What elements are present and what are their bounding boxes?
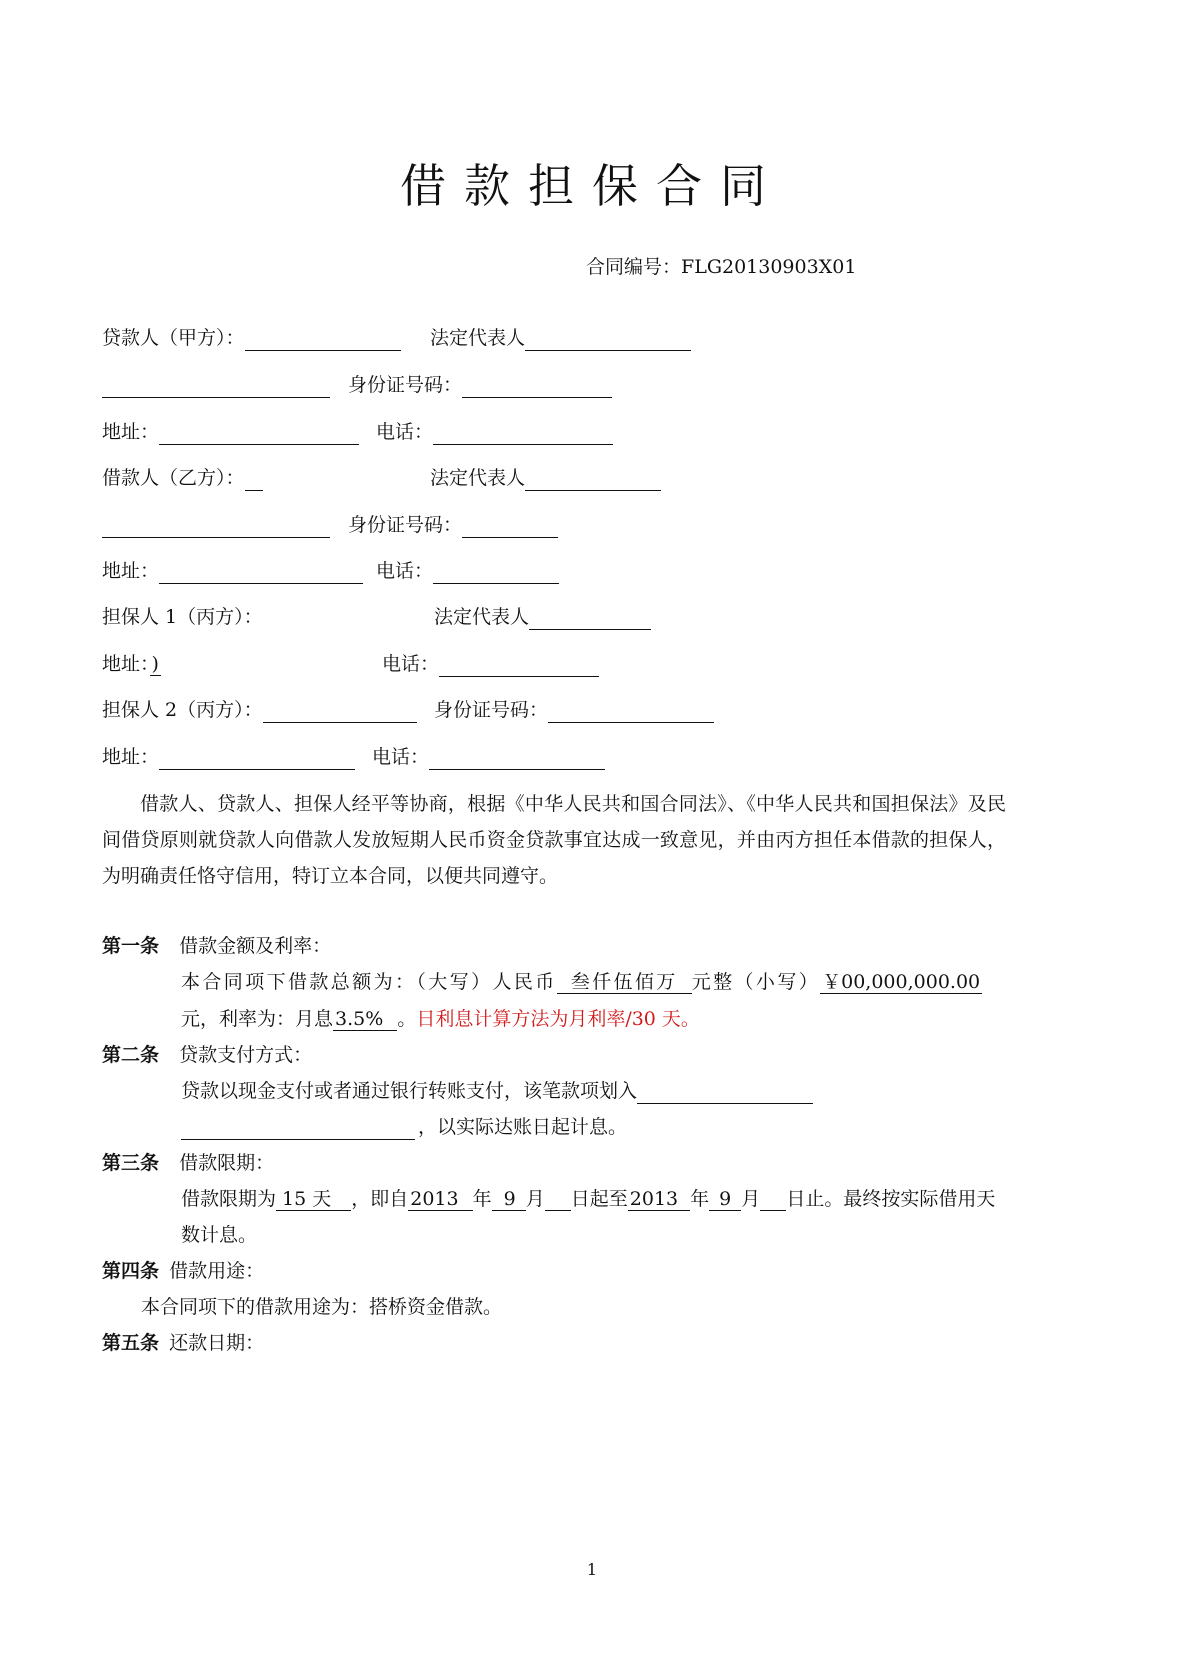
guarantor2-phone-row bbox=[372, 744, 608, 770]
guarantor2-id-row bbox=[434, 697, 717, 723]
article1-period: 。 bbox=[397, 1008, 417, 1030]
lender-phone-field[interactable] bbox=[433, 424, 613, 445]
borrower-phone-row bbox=[376, 558, 562, 584]
borrower-phone-field[interactable] bbox=[433, 563, 559, 584]
article3-line1 bbox=[181, 1186, 995, 1212]
lender-label: 贷款人（甲方）： bbox=[102, 327, 245, 349]
lender-phone-row bbox=[376, 419, 616, 445]
article5-header bbox=[102, 1330, 264, 1356]
guarantor2-address-field[interactable] bbox=[159, 749, 355, 770]
day-from-label: 日起至 bbox=[570, 1188, 628, 1210]
lender-id bbox=[348, 372, 615, 398]
guarantor2-name-field[interactable] bbox=[263, 702, 417, 723]
borrower-extra-field[interactable] bbox=[102, 517, 330, 538]
article1-rate-label: 元，利率为：月息 bbox=[181, 1008, 334, 1030]
month-label-1: 月 bbox=[525, 1188, 545, 1210]
article4-heading: 借款用途： bbox=[169, 1260, 265, 1282]
payment-method-text: 贷款以现金支付或者通过银行转账支付，该笔款项划入 bbox=[181, 1080, 638, 1102]
borrower-name-field[interactable] bbox=[245, 470, 263, 491]
guarantor2-address-label: 地址： bbox=[102, 746, 160, 768]
term-label: 借款限期为 bbox=[181, 1188, 277, 1210]
article2-line2 bbox=[181, 1114, 627, 1140]
guarantor1-rep-row bbox=[434, 604, 654, 630]
lender-extra-field[interactable] bbox=[102, 377, 330, 398]
borrower-row bbox=[102, 465, 266, 491]
article3-line2: 数计息。 bbox=[181, 1224, 258, 1246]
guarantor2-phone-label: 电话： bbox=[372, 746, 430, 768]
borrower-rep-label: 法定代表人 bbox=[430, 467, 526, 489]
bank-account-field[interactable] bbox=[637, 1083, 813, 1104]
guarantor2-id-field[interactable] bbox=[548, 702, 714, 723]
term-from-label: ，即自 bbox=[351, 1188, 409, 1210]
borrower-label: 借款人（乙方）： bbox=[102, 467, 245, 489]
lender-row bbox=[102, 325, 404, 351]
guarantor1-rep-label: 法定代表人 bbox=[434, 606, 530, 628]
borrower-id bbox=[348, 512, 561, 538]
lender-address-label: 地址： bbox=[102, 421, 160, 443]
guarantor1-label: 担保人 1（丙方）： bbox=[102, 606, 263, 628]
lender-rep-label: 法定代表人 bbox=[430, 327, 526, 349]
borrower-id-field[interactable] bbox=[462, 517, 558, 538]
guarantor1-phone-label: 电话： bbox=[382, 653, 440, 675]
article1-total-label: 本合同项下借款总额为：（大写）人民币 bbox=[181, 971, 557, 993]
lender-address-row bbox=[102, 419, 362, 445]
monthly-rate[interactable]: 3.5% bbox=[333, 1008, 397, 1031]
article1-heading: 借款金额及利率： bbox=[179, 935, 332, 957]
article1-header bbox=[102, 933, 331, 959]
article2-header bbox=[102, 1042, 312, 1068]
borrower-phone-label: 电话： bbox=[376, 560, 434, 582]
start-year[interactable]: 2013 bbox=[408, 1188, 472, 1211]
guarantor1-address-label: 地址： bbox=[102, 653, 150, 675]
article3-heading: 借款限期： bbox=[179, 1152, 275, 1174]
contract-number-value: FLG20130903X01 bbox=[681, 256, 857, 278]
guarantor2-address-row bbox=[102, 744, 358, 770]
preamble-paragraph: 借款人、贷款人、担保人经平等协商，根据《中华人民共和国合同法》、《中华人民共和国担保法》及民间借贷原则就贷款人向借款人发放短期人民币资金贷款事宜达成一致意见，并由丙方担任本借款的担保人，为明确责任恪守信用，特订立本合同，以便共同遵守。 bbox=[102, 793, 1006, 887]
amount-in-figures[interactable]: ￥00,000,000.00 bbox=[822, 971, 981, 993]
guarantor1-address-value[interactable]: ) bbox=[151, 653, 159, 675]
borrower-rep-row bbox=[430, 465, 664, 491]
article2-heading: 贷款支付方式： bbox=[179, 1044, 313, 1066]
lender-phone-label: 电话： bbox=[376, 421, 434, 443]
lender-address-field[interactable] bbox=[159, 424, 359, 445]
interest-start-text: ，以实际达账日起计息。 bbox=[418, 1116, 628, 1138]
article4-header bbox=[102, 1258, 264, 1284]
guarantor1-row bbox=[102, 604, 263, 630]
guarantor1-phone-row bbox=[382, 651, 602, 677]
guarantor1-phone-field[interactable] bbox=[439, 656, 599, 677]
guarantor2-id-label: 身份证号码： bbox=[434, 699, 549, 721]
guarantor1-address-row bbox=[102, 651, 161, 677]
article3-number: 第三条 bbox=[102, 1152, 160, 1174]
article5-number: 第五条 bbox=[102, 1332, 160, 1354]
year-label-2: 年 bbox=[690, 1188, 710, 1210]
document-title: 借款担保合同 bbox=[400, 159, 784, 213]
start-month[interactable]: 9 bbox=[492, 1188, 526, 1211]
loan-term[interactable]: 15 天 bbox=[276, 1188, 351, 1211]
lender-id-label: 身份证号码： bbox=[348, 374, 463, 396]
contract-number-label: 合同编号： bbox=[586, 256, 682, 278]
day-to-label: 日止。最终按实际借用天 bbox=[786, 1188, 996, 1210]
month-label-2: 月 bbox=[741, 1188, 761, 1210]
article1-figure-label: 元整（小写） bbox=[691, 971, 821, 993]
end-day[interactable] bbox=[760, 1188, 786, 1211]
lender-rep-row bbox=[430, 325, 694, 351]
article2-number: 第二条 bbox=[102, 1044, 160, 1066]
end-month[interactable]: 9 bbox=[709, 1188, 741, 1211]
article3-header bbox=[102, 1150, 274, 1176]
borrower-id-row bbox=[102, 512, 333, 538]
borrower-id-label: 身份证号码： bbox=[348, 514, 463, 536]
bank-account-field-2[interactable] bbox=[181, 1119, 415, 1140]
lender-name-field[interactable] bbox=[245, 330, 401, 351]
article4-number: 第四条 bbox=[102, 1260, 160, 1282]
borrower-address-label: 地址： bbox=[102, 560, 160, 582]
borrower-address-row bbox=[102, 558, 366, 584]
guarantor1-rep-field[interactable] bbox=[529, 609, 651, 630]
guarantor2-row bbox=[102, 697, 420, 723]
end-year[interactable]: 2013 bbox=[628, 1188, 690, 1211]
article2-line1 bbox=[181, 1078, 816, 1104]
year-label-1: 年 bbox=[472, 1188, 492, 1210]
lender-rep-field[interactable] bbox=[525, 330, 691, 351]
article1-number: 第一条 bbox=[102, 935, 160, 957]
amount-in-words[interactable]: 叁仟伍佰万 bbox=[557, 971, 692, 994]
page-number: 1 bbox=[586, 1560, 598, 1579]
article4-text: 本合同项下的借款用途为：搭桥资金借款。 bbox=[141, 1296, 503, 1318]
guarantor2-label: 担保人 2（丙方）： bbox=[102, 699, 263, 721]
lender-id-row bbox=[102, 372, 333, 398]
article5-heading: 还款日期： bbox=[169, 1332, 265, 1354]
article1-line1 bbox=[181, 969, 1006, 995]
guarantor2-phone-field[interactable] bbox=[429, 749, 605, 770]
interest-calculation-note: 日利息计算方法为月利率/30 天。 bbox=[416, 1008, 700, 1030]
article1-line2 bbox=[181, 1006, 700, 1032]
lender-id-field[interactable] bbox=[462, 377, 612, 398]
start-day[interactable] bbox=[545, 1188, 571, 1211]
borrower-rep-field[interactable] bbox=[525, 470, 661, 491]
borrower-address-field[interactable] bbox=[159, 563, 363, 584]
contract-number bbox=[586, 254, 856, 280]
